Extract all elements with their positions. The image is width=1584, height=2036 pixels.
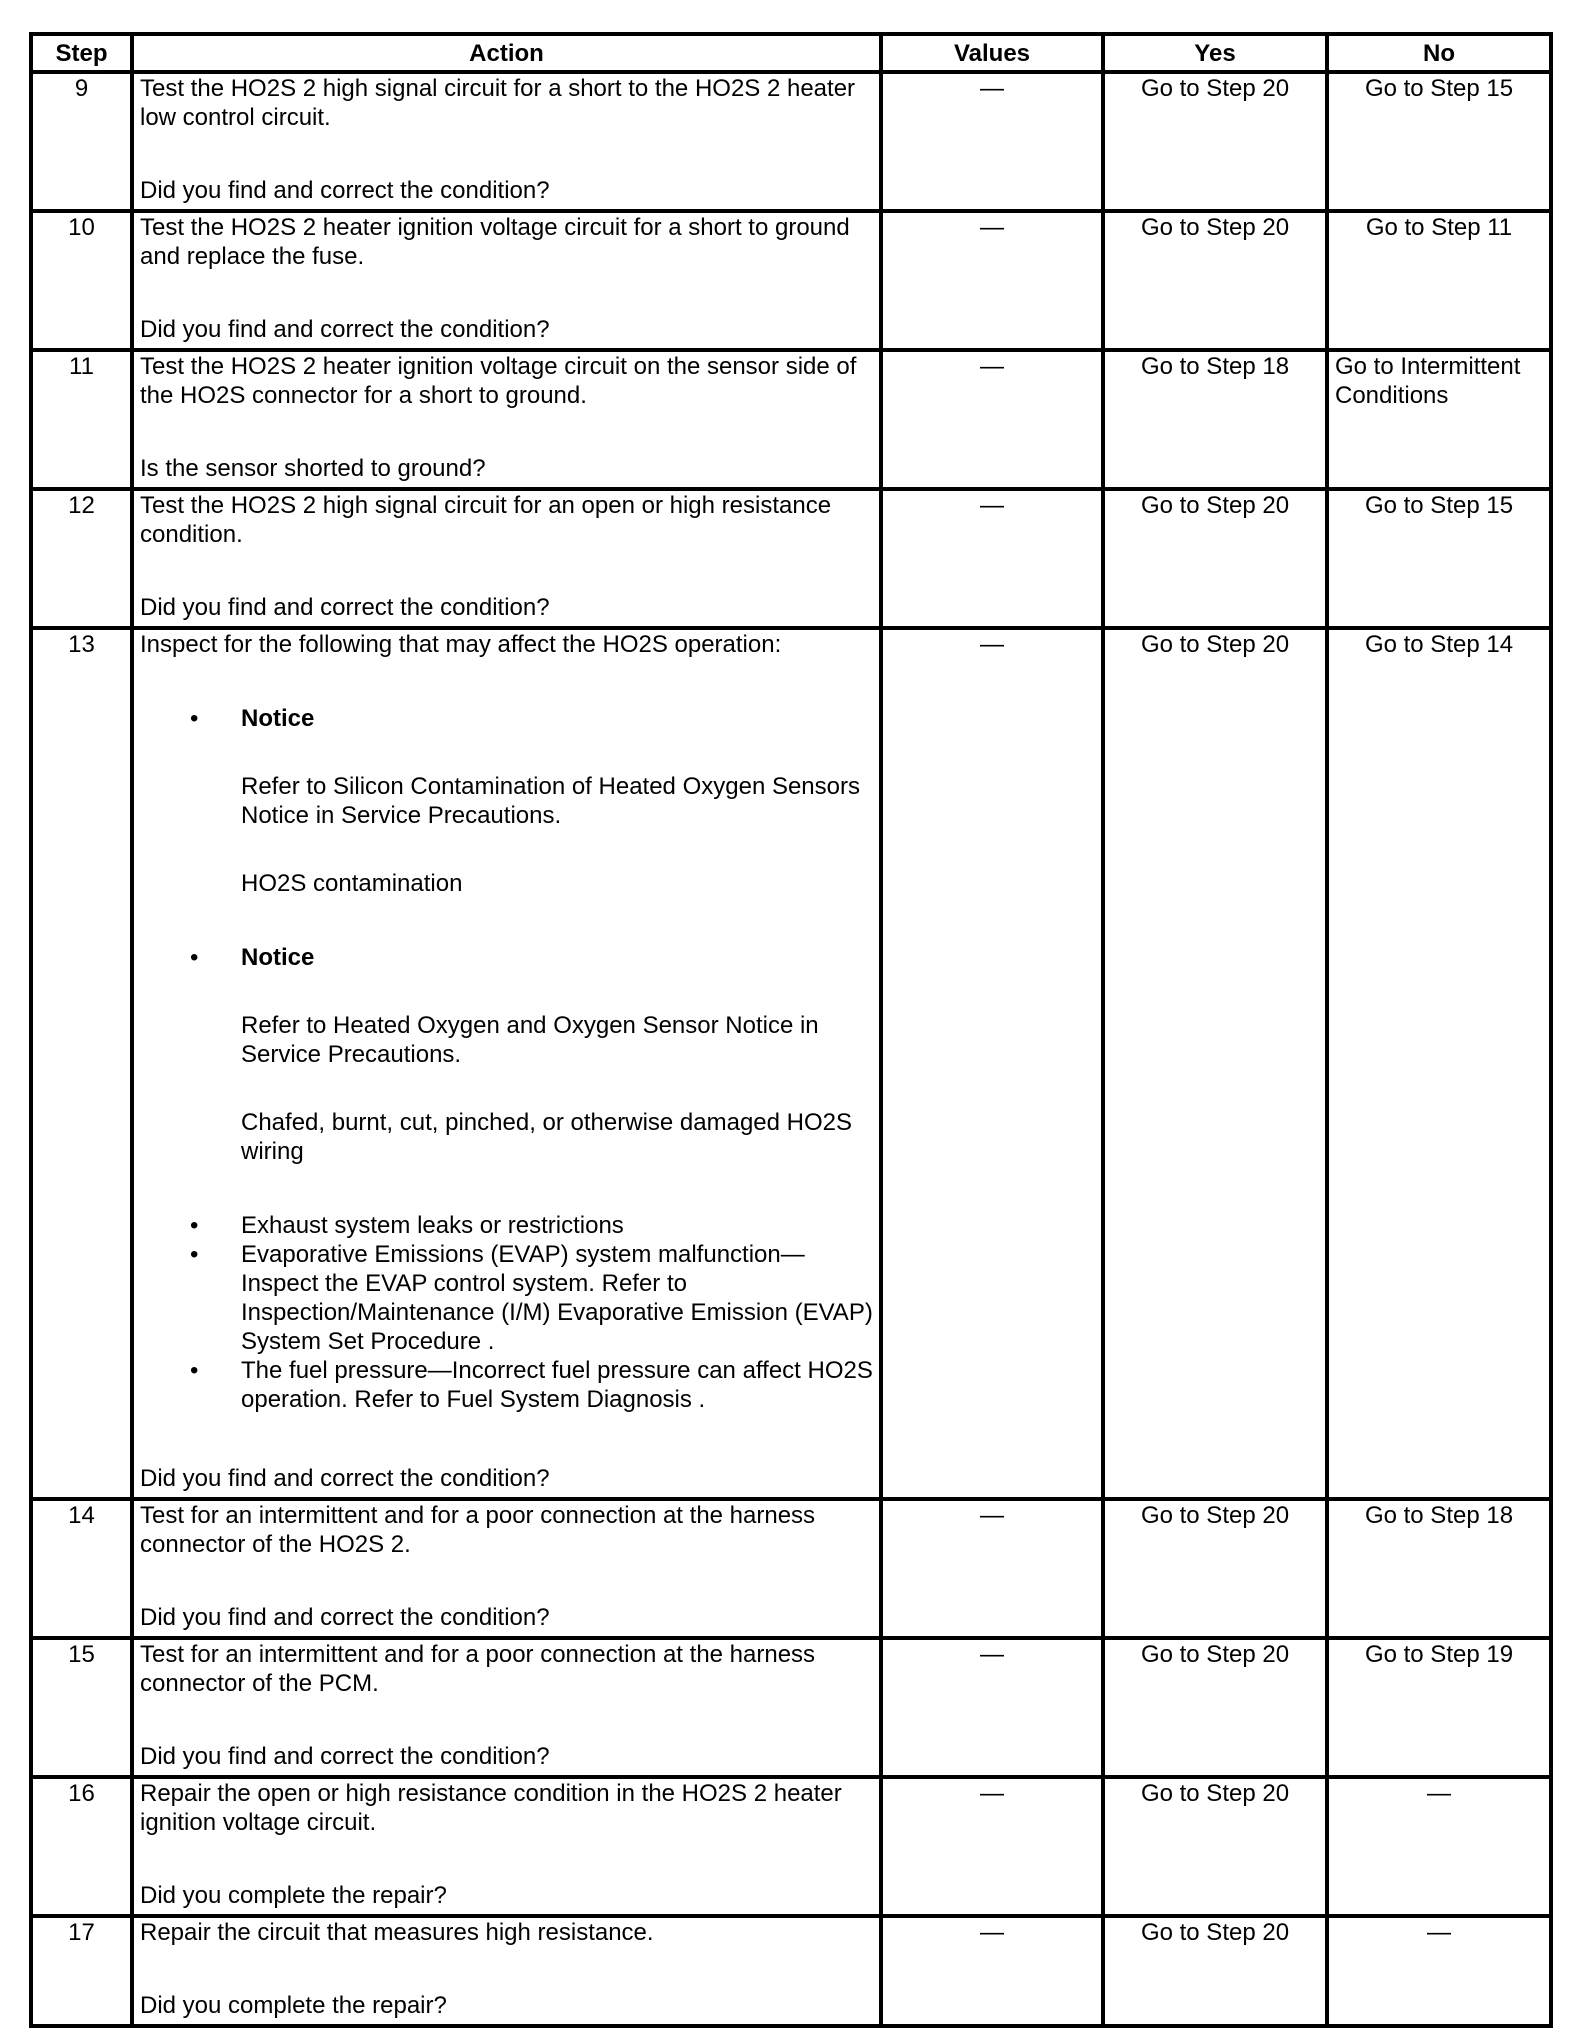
bullet-icon: • (190, 1357, 199, 1384)
values-cell: — (881, 1638, 1103, 1777)
notice-title: Notice (241, 705, 315, 732)
action-text: Inspect for the following that may affect the HO2S operation: (140, 631, 782, 658)
step-number: 12 (31, 489, 132, 628)
values-cell: — (881, 628, 1103, 1499)
list-item (140, 943, 873, 1166)
step-number: 13 (31, 628, 132, 1499)
diagnostic-table (29, 32, 1553, 2028)
action-cell (132, 628, 881, 1499)
yes-cell: Go to Step 18 (1103, 350, 1327, 489)
no-cell: Go to Step 15 (1327, 489, 1551, 628)
bullet-text: The fuel pressure—Incorrect fuel pressure can affect HO2S operation. Refer to Fuel System Diagnosis . (241, 1357, 873, 1413)
action-cell (132, 72, 881, 211)
table-row (31, 1777, 1551, 1916)
action-text: Repair the circuit that measures high resistance. (140, 1919, 654, 1946)
bullet-icon: • (190, 944, 199, 971)
yes-cell: Go to Step 20 (1103, 489, 1327, 628)
action-question: Did you complete the repair? (140, 1882, 447, 1909)
action-cell (132, 1777, 881, 1916)
yes-cell: Go to Step 20 (1103, 211, 1327, 350)
action-cell (132, 489, 881, 628)
table-row (31, 1916, 1551, 2026)
values-cell: — (881, 1499, 1103, 1638)
action-question: Did you find and correct the condition? (140, 177, 550, 204)
action-text: Test the HO2S 2 heater ignition voltage circuit on the sensor side of the HO2S connector for a short to ground. (140, 353, 857, 409)
action-body (140, 630, 873, 1414)
values-cell: — (881, 211, 1103, 350)
bullet-icon: • (190, 705, 199, 732)
values-cell: — (881, 1777, 1103, 1916)
yes-cell: Go to Step 20 (1103, 1638, 1327, 1777)
notice-item: Chafed, burnt, cut, pinched, or otherwise damaged HO2S wiring (241, 1109, 853, 1165)
bullet-text: Evaporative Emissions (EVAP) system malfunction—Inspect the EVAP control system. Refer to Inspection/Maintenance (I/M) Evaporative Emission (EVAP) System Set Procedure . (241, 1241, 873, 1355)
no-cell: Go to Intermittent Conditions (1327, 350, 1551, 489)
list-item (140, 1356, 873, 1414)
action-cell (132, 211, 881, 350)
header-action: Action (132, 34, 881, 72)
table-row (31, 489, 1551, 628)
action-question: Did you complete the repair? (140, 1992, 447, 2019)
header-no: No (1327, 34, 1551, 72)
notice-item: HO2S contamination (241, 870, 463, 897)
action-cell (132, 1499, 881, 1638)
step-number: 16 (31, 1777, 132, 1916)
yes-cell: Go to Step 20 (1103, 72, 1327, 211)
header-step: Step (31, 34, 132, 72)
bullet-icon: • (190, 1241, 199, 1268)
action-cell (132, 1916, 881, 2026)
header-row (31, 34, 1551, 72)
step-number: 17 (31, 1916, 132, 2026)
yes-cell: Go to Step 20 (1103, 1777, 1327, 1916)
no-cell: — (1327, 1777, 1551, 1916)
no-cell: Go to Step 19 (1327, 1638, 1551, 1777)
table-row (31, 1638, 1551, 1777)
step-number: 11 (31, 350, 132, 489)
yes-cell: Go to Step 20 (1103, 1499, 1327, 1638)
yes-cell: Go to Step 20 (1103, 1916, 1327, 2026)
no-cell: — (1327, 1916, 1551, 2026)
action-text: Test for an intermittent and for a poor connection at the harness connector of the HO2S 2. (140, 1502, 816, 1558)
action-text: Repair the open or high resistance condition in the HO2S 2 heater ignition voltage circuit. (140, 1780, 842, 1836)
action-cell (132, 1638, 881, 1777)
action-text: Test the HO2S 2 high signal circuit for an open or high resistance condition. (140, 492, 832, 548)
table-row (31, 72, 1551, 211)
notice-text: Refer to Silicon Contamination of Heated Oxygen Sensors Notice in Service Precautions. (241, 773, 860, 829)
header-yes: Yes (1103, 34, 1327, 72)
inspection-list (140, 704, 873, 1414)
no-cell: Go to Step 14 (1327, 628, 1551, 1499)
table-row (31, 1499, 1551, 1638)
action-question: Did you find and correct the condition? (140, 316, 550, 343)
action-text: Test for an intermittent and for a poor connection at the harness connector of the PCM. (140, 1641, 816, 1697)
list-item (140, 1240, 873, 1356)
no-cell: Go to Step 18 (1327, 1499, 1551, 1638)
no-cell: Go to Step 15 (1327, 72, 1551, 211)
action-question: Did you find and correct the condition? (140, 1743, 550, 1770)
header-values: Values (881, 34, 1103, 72)
action-text: Test the HO2S 2 heater ignition voltage circuit for a short to ground and replace the fuse. (140, 214, 850, 270)
table-row (31, 211, 1551, 350)
values-cell: — (881, 72, 1103, 211)
values-cell: — (881, 489, 1103, 628)
step-number: 10 (31, 211, 132, 350)
step-number: 15 (31, 1638, 132, 1777)
notice-text: Refer to Heated Oxygen and Oxygen Sensor Notice in Service Precautions. (241, 1012, 819, 1068)
table-row (31, 350, 1551, 489)
notice-title: Notice (241, 944, 315, 971)
action-question: Is the sensor shorted to ground? (140, 455, 486, 482)
table-row (31, 628, 1551, 1499)
list-item (140, 1211, 873, 1240)
action-cell (132, 350, 881, 489)
bullet-icon: • (190, 1212, 199, 1239)
action-text: Test the HO2S 2 high signal circuit for a short to the HO2S 2 heater low control circuit. (140, 75, 856, 131)
action-question: Did you find and correct the condition? (140, 594, 550, 621)
no-cell: Go to Step 11 (1327, 211, 1551, 350)
values-cell: — (881, 1916, 1103, 2026)
action-question: Did you find and correct the condition? (140, 1604, 550, 1631)
values-cell: — (881, 350, 1103, 489)
step-number: 14 (31, 1499, 132, 1638)
step-number: 9 (31, 72, 132, 211)
list-item (140, 704, 873, 898)
bullet-text: Exhaust system leaks or restrictions (241, 1212, 624, 1239)
action-question: Did you find and correct the condition? (140, 1465, 550, 1492)
yes-cell: Go to Step 20 (1103, 628, 1327, 1499)
